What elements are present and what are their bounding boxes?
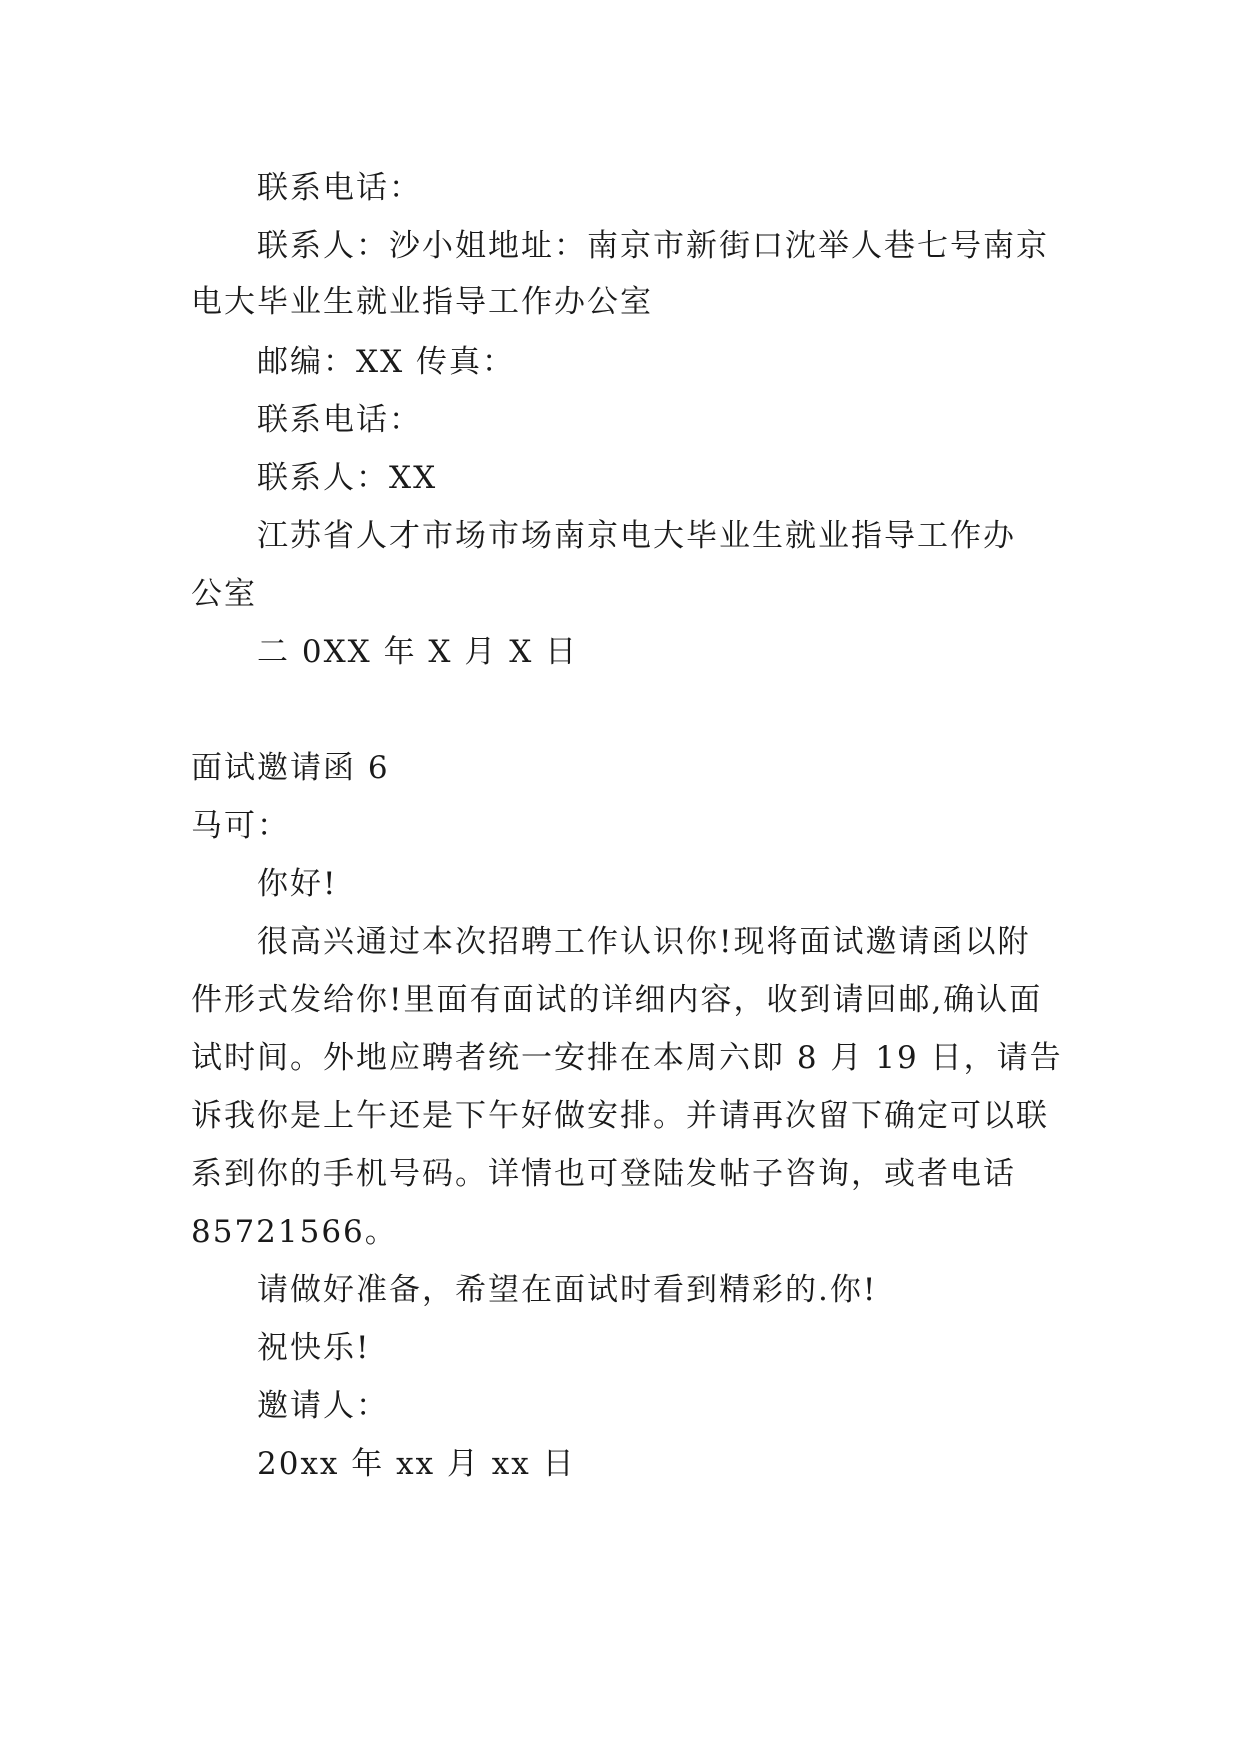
body-line: 试时间。外地应聘者统一安排在本周六即 8 月 19 日，请告 (191, 1040, 1063, 1076)
closing-greeting: 祝快乐! (257, 1330, 371, 1366)
inviter-label: 邀请人： (257, 1388, 389, 1424)
contact-phone-label-2: 联系电话： (257, 402, 422, 438)
organization-name: 江苏省人才市场市场南京电大毕业生就业指导工作办 (257, 518, 1016, 554)
contact-phone-label: 联系电话： (257, 170, 422, 206)
body-line: 很高兴通过本次招聘工作认识你!现将面试邀请函以附 (257, 924, 1031, 960)
letter-date-2: 20xx 年 xx 月 xx 日 (257, 1446, 576, 1482)
body-line: 件形式发给你!里面有面试的详细内容，收到请回邮,确认面 (191, 982, 1043, 1018)
letter-title: 面试邀请函 6 (191, 750, 390, 786)
body-line: 85721566。 (191, 1214, 398, 1250)
greeting: 你好! (257, 866, 338, 902)
letter-date: 二 0XX 年 X 月 X 日 (257, 634, 579, 670)
recipient: 马可： (191, 808, 290, 844)
body-line: 系到你的手机号码。详情也可登陆发帖子咨询，或者电话 (191, 1156, 1016, 1192)
closing-wish: 请做好准备，希望在面试时看到精彩的.你! (257, 1272, 878, 1308)
organization-name-continued: 公室 (191, 576, 257, 612)
contact-address-continued: 电大毕业生就业指导工作办公室 (191, 284, 653, 320)
contact-person-2: 联系人：XX (257, 460, 438, 496)
postcode-fax: 邮编：XX 传真： (257, 344, 515, 380)
contact-person-address: 联系人：沙小姐地址：南京市新街口沈举人巷七号南京 (257, 228, 1049, 264)
body-line: 诉我你是上午还是下午好做安排。并请再次留下确定可以联 (191, 1098, 1049, 1134)
